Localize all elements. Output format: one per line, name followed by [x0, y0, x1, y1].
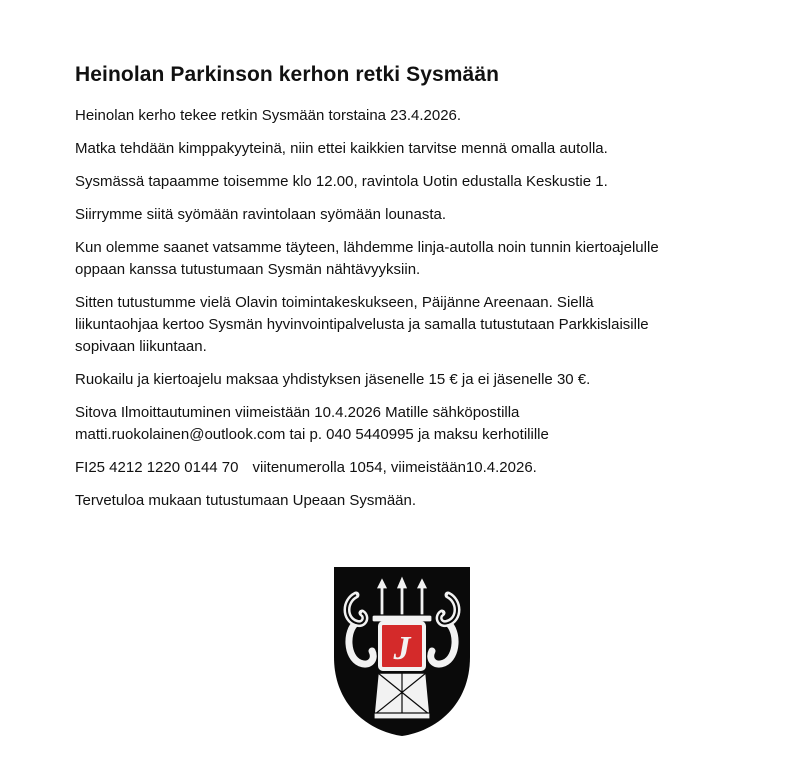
registration-line-2: matti.ruokolainen@outlook.com tai p. 040 5440995 ja maksu kerhotilille — [75, 426, 549, 443]
arena-line-3: sopivaan liikuntaan. — [75, 338, 207, 355]
trident-icon — [372, 575, 432, 622]
paragraph-prices: Ruokailu ja kiertoajelu maksaa yhdistyksen jäsenelle 15 € ja ei jäsenelle 30 €. — [75, 371, 591, 388]
paragraph-arena-visit — [75, 292, 775, 358]
registration-line-1: Sitova Ilmoittautuminen viimeistään 10.4.2026 Matille sähköpostilla — [75, 404, 520, 421]
bus-tour-line-1: Kun olemme saanet vatsamme täyteen, lähdemme linja-autolla noin tunnin kiertoajelulle — [75, 239, 659, 256]
arena-line-2: liikuntaohjaa kertoo Sysmän hyvinvointipalvelusta ja samalla tutustutaan Parkkislaisille — [75, 316, 649, 333]
paragraph-bus-tour — [75, 237, 775, 281]
basket-icon — [374, 673, 430, 719]
document-body — [75, 62, 775, 523]
coat-of-arms-graphic — [332, 565, 472, 738]
payment-reference: viitenumerolla 1054, viimeistään10.4.2026. — [252, 459, 537, 476]
arena-line-1: Sitten tutustumme vielä Olavin toimintakeskukseen, Päijänne Areenaan. Siellä — [75, 294, 594, 311]
paragraph-lunch: Siirrymme siitä syömään ravintolaan syömään lounasta. — [75, 206, 446, 223]
paragraph-date: Heinolan kerho tekee retkin Sysmään torstaina 23.4.2026. — [75, 107, 462, 124]
tablet-letter: J — [393, 630, 411, 667]
paragraph-carpool: Matka tehdään kimppakyyteinä, niin ettei kaikkien tarvitse mennä omalla autolla. — [75, 140, 608, 157]
paragraph-meeting-point: Sysmässä tapaamme toisemme klo 12.00, ravintola Uotin edustalla Keskustie 1. — [75, 173, 608, 190]
sysma-coat-of-arms — [332, 565, 472, 738]
bus-tour-line-2: oppaan kanssa tutustumaan Sysmän nähtävyyksiin. — [75, 261, 421, 278]
iban-number: FI25 4212 1220 0144 70 — [75, 459, 239, 476]
paragraph-payment — [75, 457, 775, 479]
paragraph-welcome: Tervetuloa mukaan tutustumaan Upeaan Sysmään. — [75, 492, 417, 509]
document-title: Heinolan Parkinson kerhon retki Sysmään — [75, 63, 500, 86]
paragraph-registration — [75, 402, 775, 446]
